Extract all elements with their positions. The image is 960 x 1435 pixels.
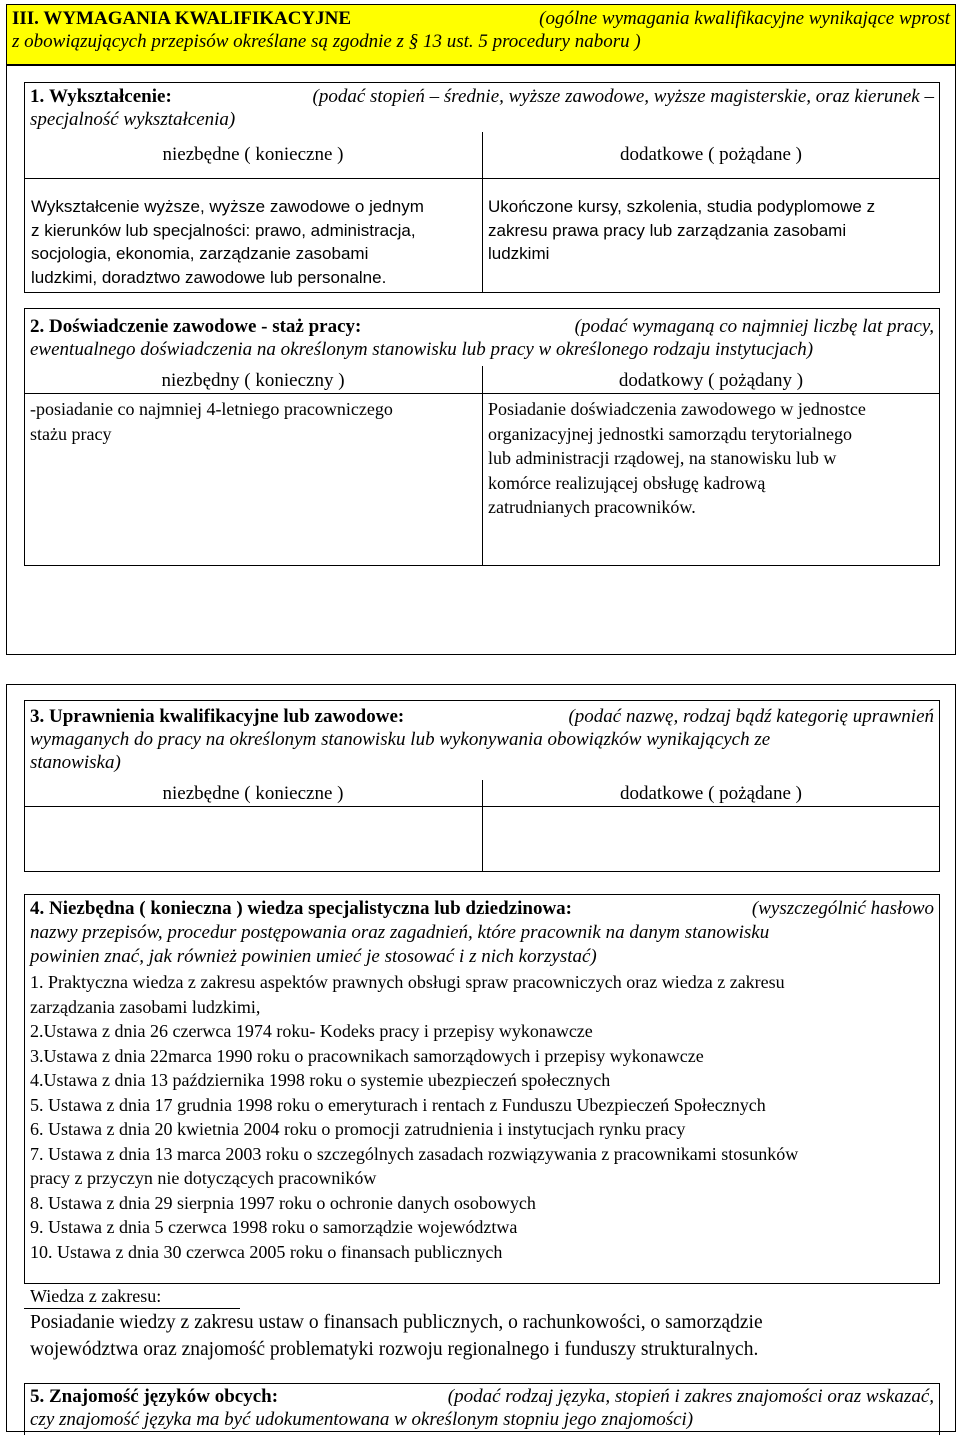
- qualifications-hint-3: stanowiska): [30, 752, 121, 773]
- experience-desired-line: Posiadanie doświadczenia zawodowego w jednostce: [488, 399, 866, 419]
- knowledge-heading: [30, 897, 934, 969]
- experience-desired-text: [488, 397, 938, 520]
- education-col-required: niezbędne ( konieczne ): [162, 144, 344, 165]
- knowledge-item: 7. Ustawa z dnia 13 marca 2003 roku o szczególnych zasadach rozwiązywania z pracownikami stosunków: [30, 1143, 799, 1164]
- experience-col-divider: [482, 366, 483, 566]
- experience-required-text: [30, 397, 480, 447]
- section-note-1: (ogólne wymagania kwalifikacyjne wynikające wprost: [539, 8, 950, 29]
- education-required-line: z kierunków lub specjalności: prawo, administracja,: [31, 220, 416, 240]
- knowledge-item: zarządzania zasobami ludzkimi,: [30, 996, 261, 1017]
- knowledge-item: 6. Ustawa z dnia 20 kwietnia 2004 roku o promocji zatrudnienia i instytucjach rynku pracy: [30, 1119, 686, 1139]
- education-col-desired: dodatkowe ( pożądane ): [619, 144, 802, 165]
- knowledge-item: 5. Ustawa z dnia 17 grudnia 1998 roku o emeryturach i rentach z Funduszu Ubezpieczeń Społecznych: [30, 1094, 766, 1115]
- knowledge-item: 3.Ustawa z dnia 22marca 1990 roku o pracownikach samorządowych i przepisy wykonawcze: [30, 1045, 704, 1066]
- experience-required-line: stażu pracy: [30, 424, 112, 444]
- section-note-2: z obowiązujących przepisów określane są zgodnie z § 13 ust. 5 procedury naboru ): [12, 31, 641, 52]
- education-heading: [30, 85, 934, 131]
- knowledge-title: Niezbędna ( konieczna ) wiedza specjalistyczna lub dziedzinowa:: [49, 898, 573, 919]
- knowledge-extra-line: województwa oraz znajomość problematyki rozwoju regionalnego i funduszy strukturalnych.: [30, 1339, 759, 1360]
- knowledge-list: [30, 970, 936, 1264]
- experience-required-line: -posiadanie co najmniej 4-letniego pracowniczego: [30, 399, 393, 419]
- education-number: 1.: [30, 86, 45, 107]
- education-desired-text: [488, 195, 938, 266]
- knowledge-number: 4.: [30, 898, 45, 919]
- languages-number: 5.: [30, 1386, 45, 1407]
- education-title: Wykształcenie:: [49, 86, 172, 107]
- knowledge-extra-label: Wiedza z zakresu:: [30, 1286, 162, 1306]
- education-desired-line: Ukończone kursy, szkolenia, studia podyplomowe z: [488, 197, 876, 216]
- knowledge-item: 4.Ustawa z dnia 13 października 1998 roku o systemie ubezpieczeń społecznych: [30, 1070, 611, 1090]
- knowledge-item: 2.Ustawa z dnia 26 czerwca 1974 roku- Kodeks pracy i przepisy wykonawcze: [30, 1021, 593, 1041]
- knowledge-item: 9. Ustawa z dnia 5 czerwca 1998 roku o samorządzie województwa: [30, 1217, 518, 1237]
- qualifications-hint-1: (podać nazwę, rodzaj bądź kategorię uprawnień: [568, 706, 934, 727]
- experience-row-divider: [24, 393, 940, 394]
- education-hint-1: (podać stopień – średnie, wyższe zawodowe, wyższe magisterskie, oraz kierunek –: [312, 86, 934, 107]
- knowledge-item: 10. Ustawa z dnia 30 czerwca 2005 roku o finansach publicznych: [30, 1241, 503, 1262]
- qualifications-heading: [30, 705, 934, 774]
- qualifications-col-required: niezbędne ( konieczne ): [162, 783, 344, 804]
- experience-desired-line: lub administracji rządowej, na stanowisku lub w: [488, 448, 837, 468]
- experience-desired-line: organizacyjnej jednostki samorządu terytorialnego: [488, 423, 853, 444]
- qualifications-hint-2: wymaganych do pracy na określonym stanowisku lub wykonywania obowiązków wynikających ze: [30, 729, 771, 750]
- knowledge-extra-line: Posiadanie wiedzy z zakresu ustaw o finansach publicznych, o rachunkowości, o samorządzie: [30, 1312, 763, 1333]
- experience-col-required: niezbędny ( konieczny ): [161, 370, 345, 391]
- section-header-text: [12, 7, 950, 53]
- languages-title: Znajomość języków obcych:: [49, 1386, 279, 1407]
- education-desired-line: zakresu prawa pracy lub zarządzania zasobami: [488, 220, 847, 240]
- knowledge-item: 8. Ustawa z dnia 29 sierpnia 1997 roku o ochronie danych osobowych: [30, 1192, 536, 1213]
- experience-col-desired: dodatkowy ( pożądany ): [618, 370, 804, 391]
- knowledge-hint-3: powinien znać, jak również powinien umieć je stosować i z nich korzystać): [30, 946, 597, 967]
- education-row-divider: [24, 178, 940, 179]
- experience-number: 2.: [30, 316, 45, 337]
- knowledge-item: pracy z przyczyn nie dotyczących pracowników: [30, 1168, 377, 1188]
- experience-hint-1: (podać wymaganą co najmniej liczbę lat pracy,: [574, 316, 934, 337]
- education-required-text: [31, 195, 481, 289]
- knowledge-hint-1: (wyszczególnić hasłowo: [751, 898, 934, 919]
- education-required-line: ludzkimi, doradztwo zawodowe lub personalne.: [31, 267, 387, 287]
- education-desired-line: ludzkimi: [488, 244, 550, 263]
- knowledge-extra-text: [30, 1309, 936, 1363]
- qualifications-col-desired: dodatkowe ( pożądane ): [619, 783, 802, 804]
- education-required-line: socjologia, ekonomia, zarządzanie zasobami: [31, 244, 369, 263]
- experience-hint-2: ewentualnego doświadczenia na określonym stanowisku lub pracy w określonego rodzaju instytucjach): [30, 339, 814, 360]
- knowledge-item: 1. Praktyczna wiedza z zakresu aspektów prawnych obsługi spraw pracowniczych oraz wiedza z zakresu: [30, 972, 785, 992]
- experience-heading: [30, 315, 934, 361]
- qualifications-number: 3.: [30, 706, 45, 727]
- experience-desired-line: komórce realizującej obsługę kadrową: [488, 472, 766, 493]
- languages-heading: [30, 1385, 934, 1431]
- knowledge-hint-2: nazwy przepisów, procedur postępowania oraz zagadnień, które pracownik na danym stanowisku: [30, 922, 770, 943]
- qualifications-row-divider: [24, 806, 940, 807]
- education-hint-2: specjalność wykształcenia): [30, 109, 236, 130]
- languages-hint-1: (podać rodzaj języka, stopień i zakres znajomości oraz wskazać,: [447, 1386, 934, 1407]
- section-title: III. WYMAGANIA KWALIFIKACYJNE: [12, 8, 352, 29]
- experience-desired-line: zatrudnianych pracowników.: [488, 497, 696, 517]
- experience-title: Doświadczenie zawodowe - staż pracy:: [49, 316, 362, 337]
- languages-hint-2: czy znajomość języka ma być udokumentowana w określonym stopniu jego znajomości): [30, 1409, 694, 1430]
- qualifications-title: Uprawnienia kwalifikacyjne lub zawodowe:: [49, 706, 405, 727]
- education-required-line: Wykształcenie wyższe, wyższe zawodowe o jednym: [31, 197, 424, 216]
